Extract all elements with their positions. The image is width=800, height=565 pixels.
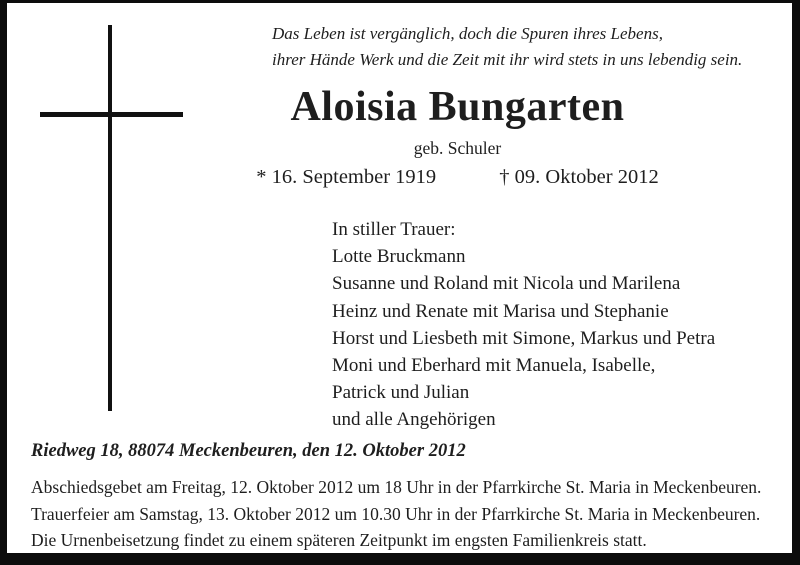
mourners-list	[332, 216, 715, 434]
death-date: † 09. Oktober 2012	[499, 166, 659, 189]
deceased-header	[180, 84, 735, 189]
funeral-info-line: Abschiedsgebet am Freitag, 12. Oktober 2012 um 18 Uhr in der Pfarrkirche St. Maria in Meckenbeuren.	[31, 477, 762, 497]
address-date-line: Riedweg 18, 88074 Meckenbeuren, den 12. Oktober 2012	[31, 441, 466, 461]
mourner-line: und alle Angehörigen	[332, 409, 496, 431]
mourner-line: Patrick und Julian	[332, 382, 470, 404]
deceased-name: Aloisia Bungarten	[290, 84, 625, 130]
cross-vertical-bar	[108, 25, 112, 411]
funeral-info-line: Trauerfeier am Samstag, 13. Oktober 2012 um 10.30 Uhr in der Pfarrkirche St. Maria in Meckenbeuren.	[31, 503, 761, 524]
life-dates	[180, 166, 735, 189]
frame-border-top	[0, 0, 800, 3]
frame-border-right	[792, 0, 800, 565]
epitaph-quote	[272, 21, 742, 73]
maiden-name: geb. Schuler	[413, 138, 502, 159]
mourner-line: Heinz und Renate mit Marisa und Stephanie	[332, 300, 669, 322]
frame-border-bottom	[0, 553, 800, 565]
mourning-header: In stiller Trauer:	[332, 219, 456, 240]
epitaph-quote-line-2: ihrer Hände Werk und die Zeit mit ihr wird stets in uns lebendig sein.	[272, 50, 743, 69]
mourner-line: Moni und Eberhard mit Manuela, Isabelle,	[332, 355, 656, 377]
mourner-line: Lotte Bruckmann	[332, 246, 466, 268]
cross-horizontal-bar	[40, 112, 183, 117]
mourner-line: Susanne und Roland mit Nicola und Marilena	[332, 273, 681, 295]
epitaph-quote-line-1: Das Leben ist vergänglich, doch die Spuren ihres Lebens,	[272, 24, 663, 43]
frame-border-left	[0, 0, 7, 565]
funeral-info	[31, 474, 761, 554]
funeral-info-line: Die Urnenbeisetzung findet zu einem späteren Zeitpunkt im engsten Familienkreis statt.	[31, 530, 647, 550]
mourner-line: Horst und Liesbeth mit Simone, Markus und Petra	[332, 327, 716, 349]
birth-date: * 16. September 1919	[256, 166, 437, 189]
